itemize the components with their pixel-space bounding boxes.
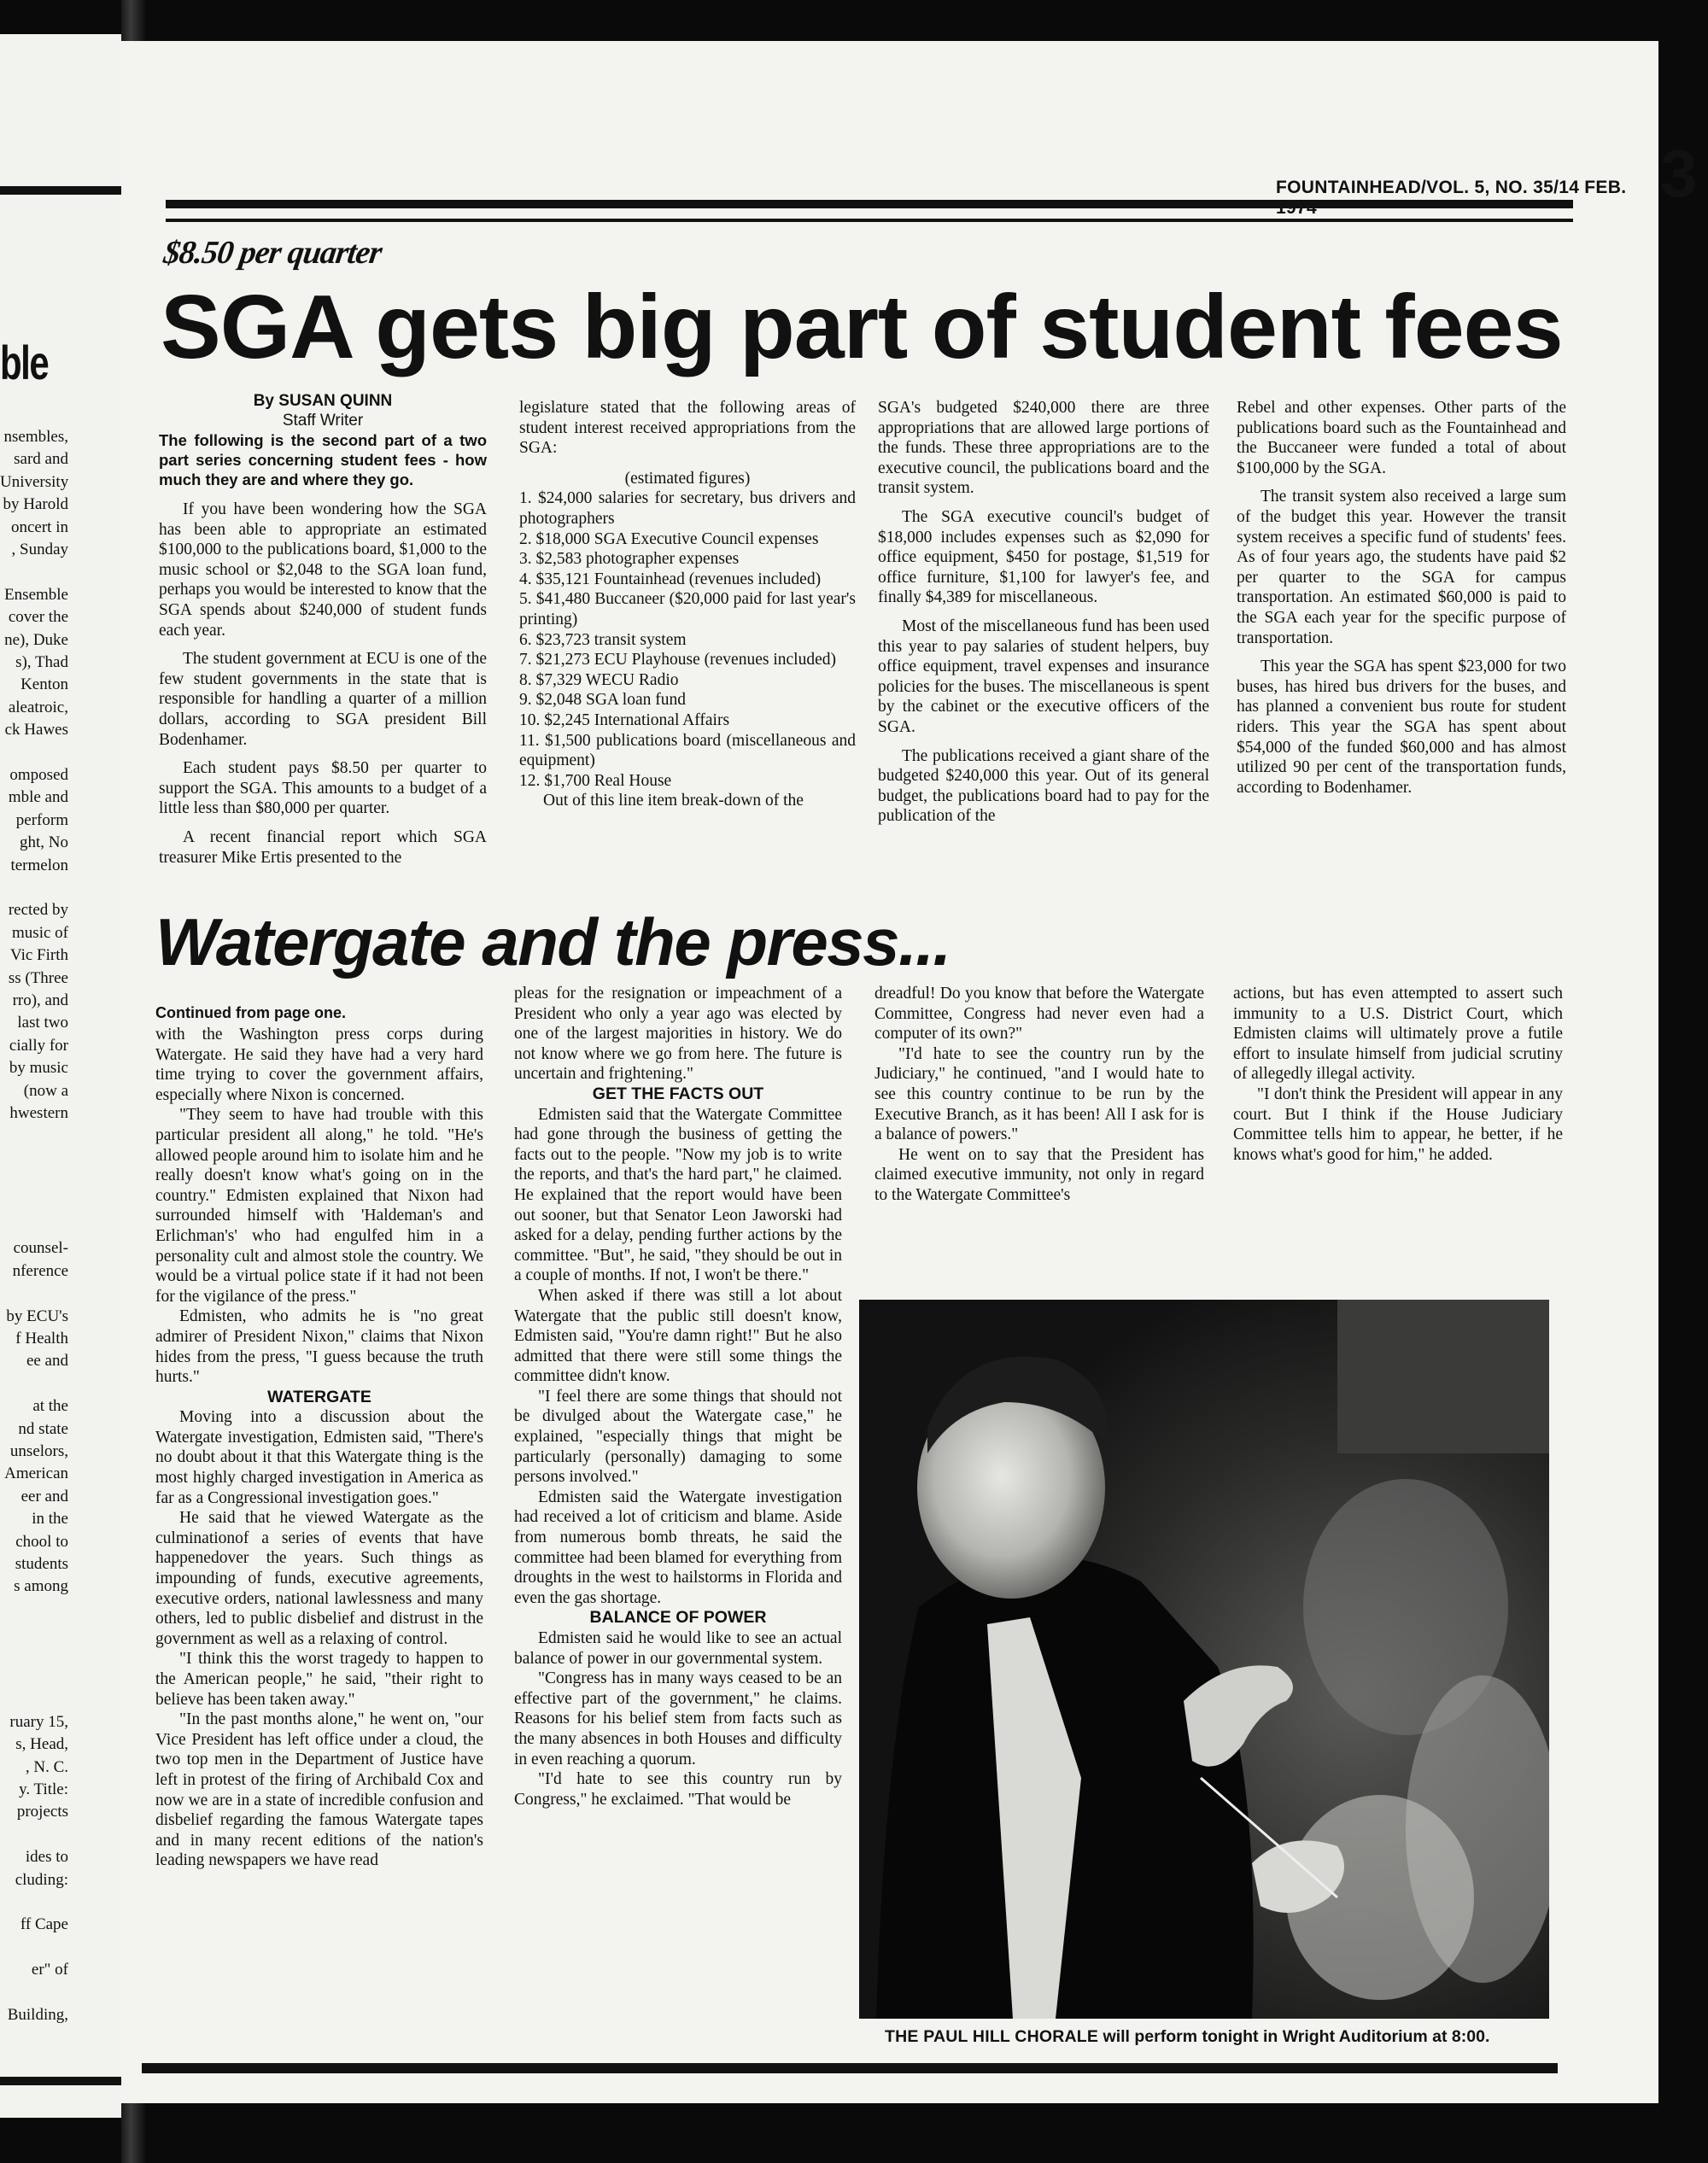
facing-page-line: sard and [14, 450, 68, 469]
paragraph: "I don't think the President will appear in any court. But I think if the House Judiciary Committee tells him to appear, he better, if he knows what's good for him," he added. [1233, 1084, 1563, 1164]
kicker: $8.50 per quarter [161, 235, 384, 271]
facing-page-headline-fragment: ble [0, 336, 49, 389]
paragraph: "Congress has in many ways ceased to be an effective part of the government," he claims. Reasons for his belief stem from facts such as the many absences in both Houses and difficulty in even reaching a quorum. [514, 1669, 842, 1768]
paragraph: SGA's budgeted $240,000 there are three appropriations that are allowed large portions of the funds. These three appropriations are to the executive council, the publications board and the transit system. [878, 399, 1209, 498]
paragraph: "I'd hate to see this country run by Congress," he exclaimed. "That would be [514, 1770, 842, 1809]
facing-page-line: ff Cape [20, 1915, 68, 1934]
facing-page-line: Building, [7, 2006, 68, 2024]
article1-col4-body [1237, 398, 1566, 798]
paragraph: He said that he viewed Watergate as the culminationof a series of events that have happenedover the years. Such things as impounding of funds, executive agreements, executive orders, national lawlessness and many others, led to public disbelief and distrust in the government as well as a relaxing of control. [155, 1509, 483, 1648]
article2-col2-body [514, 984, 842, 1809]
facing-page-rule [0, 2077, 121, 2085]
facing-page-line: ck Hawes [4, 721, 68, 740]
paragraph: "I'd hate to see the country run by the Judiciary," he continued, "and I would hate to see this country continue to be run by the Executive Branch, as it has been! All I ask for is a balance of powers." [874, 1044, 1204, 1144]
facing-page-line: counsel- [13, 1239, 68, 1258]
facing-page-line: aleatroic, [8, 698, 68, 716]
paragraph: "I feel there are some things that should not be divulged about the Watergate case," he explained, "especially things that might be particularly (personally) damaging to some persons involved." [514, 1387, 842, 1487]
fees-list-item: 1. $24,000 salaries for secretary, bus drivers and photographers [519, 489, 856, 528]
paragraph: "In the past months alone," he went on, "our Vice President has left office under a cloud, the two top men in the Department of Justice have left in protest of the firing of Archibald Cox and now we are in a state of incredible confusion and disbelief regarding the famous Watergate tapes and in many recent editions of the nation's leading newspapers we have read [155, 1710, 483, 1870]
fees-list-item: 5. $41,480 Buccaneer ($20,000 paid for last year's printing) [519, 590, 856, 628]
article1-column-3 [878, 398, 1209, 827]
facing-page-line: ss (Three [8, 968, 68, 987]
article1-column-1 [159, 391, 487, 868]
facing-page-line: nsembles, [3, 428, 68, 446]
facing-page-line: ee and [26, 1352, 68, 1371]
series-note: The following is the second part of a two part series concerning student fees - how much they are and where they go. [159, 431, 487, 488]
headline: SGA gets big part of student fees [161, 277, 1563, 377]
facing-page-line: rected by [8, 901, 68, 920]
fees-list-item: 2. $18,000 SGA Executive Council expenses [519, 529, 819, 548]
byline: By SUSAN QUINN [253, 392, 393, 410]
paragraph: The transit system also received a large sum of the budget this year. However the transit system receives a specific fund of students' fees. As of four years ago, the students have paid $2 per quarter to the SGA for campus transportation. An estimated $60,000 is paid to the SGA each year for the specific purpose of transportation. [1237, 488, 1566, 647]
caption-name: THE PAUL HILL CHORALE [885, 2027, 1099, 2046]
paragraph: Edmisten said he would like to see an actual balance of power in our governmental system. [514, 1629, 842, 1668]
facing-page-line: (now a [23, 1081, 68, 1100]
article1-col3-body [878, 398, 1209, 827]
chorale-photo [859, 1300, 1549, 2019]
paragraph: "I think this the worst tragedy to happen to the American people," he said, "their right to believe has been taken away." [155, 1650, 483, 1709]
page-number: 3 [1660, 136, 1698, 211]
fees-estimated-note: (estimated figures) [624, 469, 751, 488]
bottom-rule [142, 2063, 1558, 2073]
facing-page-line: omposed [9, 766, 68, 784]
paragraph: Moving into a discussion about the Watergate investigation, Edmisten said, "There's no doubt about it that this Watergate thing is the most highly charged investigation in America as far as a Congressional investigation goes." [155, 1408, 483, 1507]
paragraph: If you have been wondering how the SGA has been able to appropriate an estimated $100,000 to the publications board, $1,000 to the music school or $2,048 to the SGA loan fund, perhaps you would be interested to know that the SGA spends about $240,000 of student funds each year. [159, 500, 487, 640]
paragraph: The publications received a giant share of the budgeted $240,000 this year. Out of its general budget, the publications board had to pay for the publication of the [878, 746, 1209, 826]
paragraph: Rebel and other expenses. Other parts of the publications board such as the Fountainhead and the Buccaneer were funded a total of about $100,000 by the SGA. [1237, 399, 1566, 477]
fees-list-item: 11. $1,500 publications board (miscellaneous and equipment) [519, 731, 856, 770]
facing-page-line: hwestern [9, 1104, 68, 1122]
facing-page-line: cially for [9, 1036, 68, 1055]
paragraph: A recent financial report which SGA treasurer Mike Ertis presented to the [159, 827, 487, 867]
facing-page-line: eer and [20, 1487, 68, 1505]
fees-intro: legislature stated that the following areas of student interest received appropriations from the SGA: [519, 399, 856, 458]
facing-page-line: chool to [15, 1532, 68, 1551]
facing-page-line: s, Head, [15, 1735, 68, 1754]
article2-col4-body [1233, 984, 1563, 1165]
facing-page-line: f Health [15, 1330, 68, 1347]
facing-page-line: nference [12, 1261, 68, 1280]
paragraph: "They seem to have had trouble with this particular president all along," he told. "He's allowed people around him to isolate him and he really doesn't know what's going on in the country." Edmisten explained that Nixon had surrounded himself with 'Haldeman's and Erlichman's' who had engulfed him in a personality cult and almost stole the country. We would be a virtual police state if it had not been for the vigilance of the press." [155, 1106, 483, 1306]
facing-page-line: ght, No [20, 833, 68, 852]
paragraph: with the Washington press corps during Watergate. He said they have had a very hard time trying to cover the government affairs, especially where Nixon is concerned. [155, 1026, 483, 1104]
facing-page-line: termelon [10, 856, 68, 874]
paragraph: actions, but has even attempted to assert such immunity to a U.S. District Court, which Edmisten claims will ultimately prove a futile effort to insulate himself from judicial scrutiny of allegedly illegal activity. [1233, 985, 1563, 1084]
facing-page-line: y. Title: [19, 1780, 68, 1798]
paragraph: dreadful! Do you know that before the Watergate Committee, Congress had never even had a computer of its own?" [874, 985, 1204, 1044]
paragraph: Edmisten said that the Watergate Committee had gone through the business of getting the facts out to the people. "Now my job is to write the reports, and that's the hard part," he claimed. He explained that the report would have been out sooner, but that Senator Leon Jaworski had asked for a delay, pending further actions by the committee. "But", he said, "they should be out in a couple of months. If not, I won't be there." [514, 1105, 842, 1285]
fees-list-item: 3. $2,583 photographer expenses [519, 550, 740, 569]
facing-page-fragment [0, 34, 121, 2118]
facing-page-line: at the [32, 1397, 68, 1416]
newspaper-page [121, 41, 1698, 2103]
article1-col1-body [159, 500, 487, 868]
subhead: BALANCE OF POWER [589, 1608, 767, 1628]
photo-caption [885, 2027, 1489, 2047]
facing-page-line: ides to [25, 1848, 68, 1867]
article2-column-3 [874, 984, 1204, 1206]
facing-page-rule [0, 186, 121, 195]
facing-page-line: perform [15, 810, 68, 829]
header-rule-thin [166, 219, 1573, 222]
fees-list [519, 488, 856, 791]
facing-page-line: Vic Firth [10, 946, 68, 965]
facing-page-line: cluding: [15, 1870, 68, 1889]
folio-line: FOUNTAINHEAD/VOL. 5, NO. 35/14 FEB. [1276, 178, 1627, 197]
paragraph: This year the SGA has spent $23,000 for two buses, has hired bus drivers for the buses, and has planned a convenient bus route for student riders. This year the SGA has spent about $54,000 of the funded $60,000 and has almost utilized 90 per cent of the transportation funds, according to Bodenhamer. [1237, 658, 1566, 797]
fees-list-item: 9. $2,048 SGA loan fund [519, 691, 686, 710]
facing-page-line: last two [17, 1014, 68, 1032]
subhead: WATERGATE [267, 1387, 371, 1406]
subhead: GET THE FACTS OUT [592, 1084, 764, 1103]
paragraph: Edmisten, who admits he is "no great admirer of President Nixon," claims that Nixon hides from the press, "I guess because the truth hurts." [155, 1307, 483, 1387]
paragraph: He went on to say that the President has claimed executive immunity, not only in regard to the Watergate Committee's [874, 1145, 1204, 1204]
facing-page-line: , Sunday [11, 541, 68, 558]
facing-page-line: in the [32, 1510, 68, 1529]
facing-page-line: music of [12, 923, 68, 942]
paragraph: Edmisten said the Watergate investigation had received a lot of criticism and blame. Aside from numerous bomb threats, he said the committee had been blamed for everything from droughts in the west to hailstorms in Florida and even the gas shortage. [514, 1488, 842, 1607]
facing-page-line: University [0, 472, 69, 491]
facing-page-line: by ECU's [6, 1307, 68, 1325]
article1-column-2 [519, 398, 856, 811]
fees-list-item: 8. $7,329 WECU Radio [519, 670, 679, 689]
fees-list-item: 4. $35,121 Fountainhead (revenues included) [519, 570, 822, 588]
caption-text: will perform tonight in Wright Auditorium at 8:00. [1098, 2027, 1490, 2046]
fees-list-item: 6. $23,723 transit system [519, 630, 687, 649]
facing-page-line: s among [14, 1577, 68, 1596]
facing-page-line: ruary 15, [9, 1712, 68, 1731]
paragraph: Each student pays $8.50 per quarter to support the SGA. This amounts to a budget of a little less than $80,000 per quarter. [159, 759, 487, 818]
facing-page-line: , N. C. [25, 1757, 68, 1776]
paragraph: When asked if there was still a lot about Watergate that the public still doesn't know, Edmisten said, "You're damn right!" But he also admitted that there were still some things the committee didn't know. [514, 1286, 842, 1386]
facing-page-line: by Harold [3, 495, 68, 514]
facing-page-line: students [15, 1555, 68, 1573]
fees-list-item: 10. $2,245 International Affairs [519, 710, 730, 729]
facing-page-line: by music [9, 1059, 68, 1078]
headline-watergate: Watergate and the press... [155, 904, 951, 979]
header-rule [166, 200, 1573, 208]
facing-page-line: unselors, [9, 1442, 68, 1460]
facing-page-line: cover the [8, 608, 68, 627]
facing-page-line: projects [16, 1803, 68, 1821]
facing-page-line: Kenton [20, 675, 68, 694]
paragraph: The student government at ECU is one of the few student governments in the state that is responsible for handling a quarter of a million dollars, according to SGA president Bill Bodenhamer. [159, 650, 487, 749]
facing-page-line: ne), Duke [4, 630, 68, 649]
continued-note: Continued from page one. [155, 1004, 346, 1021]
article2-col3-body [874, 984, 1204, 1206]
article2-col1-body [155, 1025, 483, 1871]
paragraph: Most of the miscellaneous fund has been used this year to pay salaries of student helpers, buy office equipment, travel expenses and insurance policies for the buses. The miscellaneous is spent by the cabinet or the executive officers of the SGA. [878, 617, 1209, 736]
article2-column-1 [155, 1025, 483, 1871]
facing-page-line: Ensemble [4, 585, 68, 604]
fees-list-item: 12. $1,700 Real House [519, 771, 672, 790]
facing-page-line: American [4, 1464, 68, 1483]
fees-list-item: 7. $21,273 ECU Playhouse (revenues included) [519, 651, 836, 669]
byline-role: Staff Writer [282, 412, 364, 430]
article1-column-4 [1237, 398, 1566, 798]
facing-page-line: s), Thad [15, 653, 68, 671]
fees-outro: Out of this line item break-down of the [543, 792, 804, 810]
facing-page-line: mble and [8, 788, 68, 807]
facing-page-line: rro), and [12, 991, 68, 1009]
article2-column-4 [1233, 984, 1563, 1165]
article2-column-2 [514, 984, 842, 1809]
facing-page-line: nd state [18, 1419, 68, 1438]
facing-page-line: oncert in [10, 517, 68, 536]
paragraph: pleas for the resignation or impeachment of a President who only a year ago was elected by one of the largest majorities in history. We do not know where we go from here. The future is uncertain and frightening." [514, 985, 842, 1084]
conductor-photo-image [859, 1300, 1549, 2019]
paragraph: The SGA executive council's budget of $18,000 includes expenses such as $2,090 for office equipment, $450 for postage, $1,519 for office furniture, $1,100 for lawyer's fee, and finally $4,389 for miscellaneous. [878, 507, 1209, 607]
facing-page-line: er" of [31, 1961, 68, 1979]
